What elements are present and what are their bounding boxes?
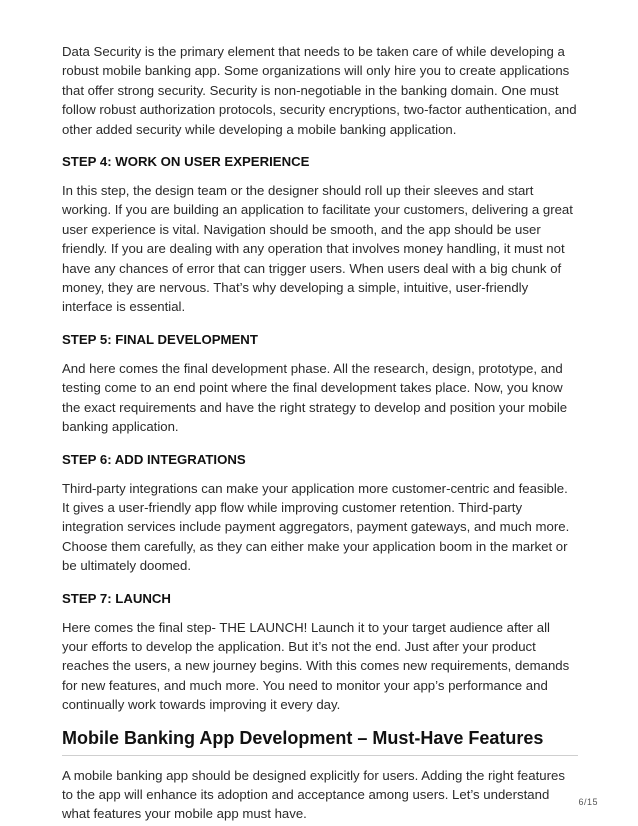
step-5-paragraph: And here comes the final development phase. All the research, design, prototype, and testing come to an end point where the final development takes place. Now, you know the exact requirements and have the right strategy to develop and position your mobile banking application. <box>62 360 568 435</box>
step-5-heading: STEP 5: FINAL DEVELOPMENT <box>62 331 258 347</box>
step-7-heading: STEP 7: LAUNCH <box>62 590 171 606</box>
step-4-heading: STEP 4: WORK ON USER EXPERIENCE <box>62 154 310 170</box>
section-paragraph: A mobile banking app should be designed explicitly for users. Adding the right features to the app will enhance its adoption and acceptance among users. Let’s understand what features your mobile app must have. <box>62 767 565 822</box>
step-4-paragraph: In this step, the design team or the designer should roll up their sleeves and start working. If you are building an application to facilitate your customers, delivering a great user experience is vital. Navigation should be smooth, and the app should be user friendly. If you are dealing with any operation that involves money handling, it must not have any chances of error that can trigger users. When users deal with a big chunk of money, they are nervous. That’s why developing a simple, intuitive, user-friendly interface is essential. <box>62 183 573 315</box>
section-title: Mobile Banking App Development – Must-Have Features <box>62 726 578 756</box>
intro-paragraph: Data Security is the primary element that needs to be taken care of while developing a robust mobile banking app. Some organizations will only hire you to create applications that offer strong security. Security is non-negotiable in the banking domain. One must follow robust authorization protocols, security encryptions, two-factor authentication, and other added security while developing a mobile banking application. <box>62 44 577 137</box>
step-6-paragraph: Third-party integrations can make your application more customer-centric and feasible. It gives a user-friendly app flow while improving customer retention. Third-party integration services include payment aggregators, payment gateways, and much more. Choose them carefully, as they can either make your application boom in the market or be ultimately doomed. <box>62 480 570 574</box>
page-number: 6/15 <box>578 797 598 807</box>
step-7-paragraph: Here comes the final step- THE LAUNCH! Launch it to your target audience after all your efforts to develop the application. But it’s not the end. Just after your product reaches the users, a new journey begins. With this comes new requirements, demands for new features, and much more. You need to monitor your app’s performance and continually work towards improving it every day. <box>62 619 570 713</box>
step-6-heading: STEP 6: ADD INTEGRATIONS <box>62 451 246 467</box>
document-page <box>62 42 578 824</box>
